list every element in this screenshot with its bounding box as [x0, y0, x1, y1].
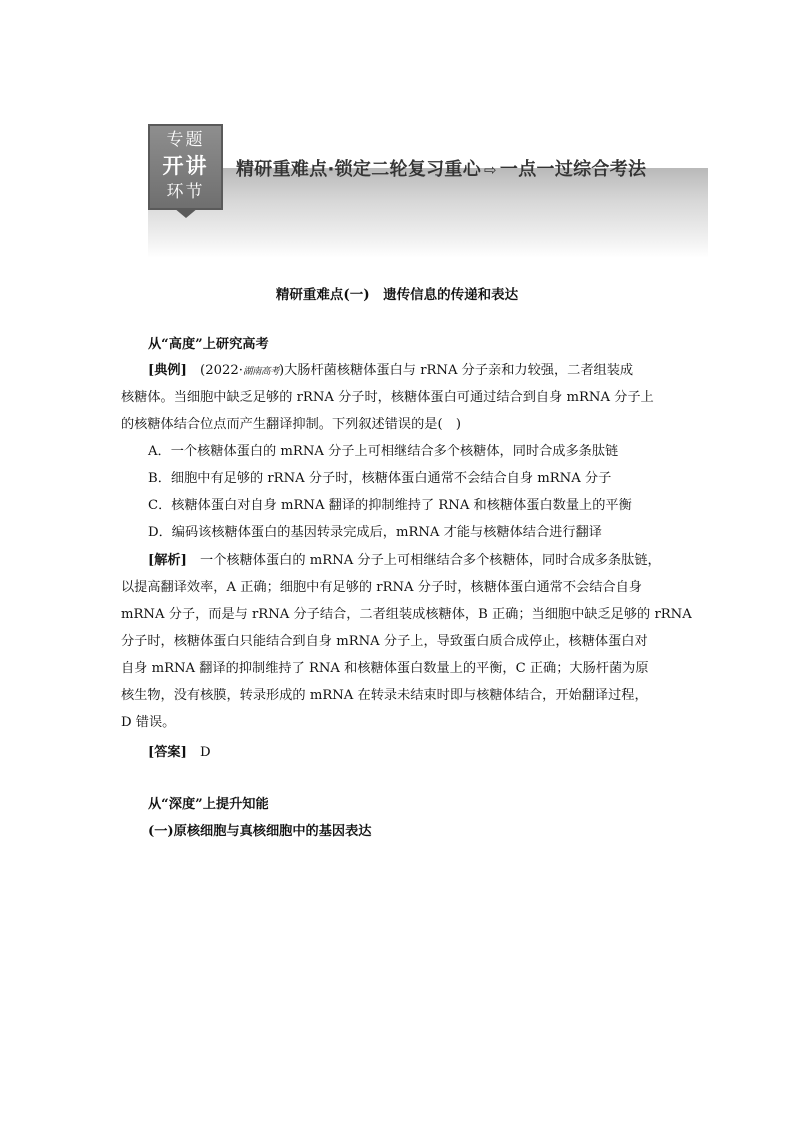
example-line-1 [148, 357, 677, 385]
answer-line [148, 739, 704, 766]
option-b: B．细胞中有足够的 rRNA 分子时，核糖体蛋白通常不会结合自身 mRNA 分子 [148, 471, 612, 486]
badge-line-1: 专题 [166, 130, 205, 150]
answer-value: D [200, 745, 211, 760]
analysis-line-5: 自身 mRNA 翻译的抑制维持了 RNA 和核糖体蛋白数量上的平衡，C 正确；大肠杆菌为原 [121, 661, 649, 676]
answer-tag: [答案] [148, 745, 187, 760]
option-c: C．核糖体蛋白对自身 mRNA 翻译的抑制维持了 RNA 和核糖体蛋白数量上的平衡 [148, 498, 632, 513]
analysis-line-6: 核生物，没有核膜，转录形成的 mRNA 在转录未结束时即与核糖体结合，开始翻译过程， [121, 688, 648, 703]
banner-title [236, 155, 646, 181]
example-source-close: ) [278, 363, 285, 378]
topic-badge [148, 124, 223, 210]
example-tag: [典例] [148, 363, 187, 378]
badge-line-2: 开讲 [162, 154, 209, 178]
example-line-2: 核糖体。当细胞中缺乏足够的 rRNA 分子时，核糖体蛋白可通过结合到自身 mRNA 分子上 [121, 390, 654, 405]
analysis-line-1 [148, 547, 704, 574]
badge-pointer-icon [174, 208, 198, 218]
section-title: 精研重难点(一) 遗传信息的传递和表达 [275, 287, 519, 303]
right-arrow-icon: ⇨ [484, 161, 497, 179]
analysis-line-1-text: 一个核糖体蛋白的 mRNA 分子上可相继结合多个核糖体，同时合成多条肽链， [200, 553, 661, 568]
analysis-line-2: 以提高翻译效率，A 正确；细胞中有足够的 rRNA 分子时，核糖体蛋白通常不会结合自身 [121, 580, 642, 595]
heading-improve-knowledge: 从“深度”上提升知能 [148, 797, 269, 812]
option-a: A．一个核糖体蛋白的 mRNA 分子上可相继结合多个核糖体，同时合成多条肽链 [148, 444, 619, 459]
example-source-open: (2022· [200, 363, 243, 378]
example-line-3: 的核糖体结合位点而产生翻译抑制。下列叙述错误的是( ) [121, 417, 461, 432]
banner-title-part1: 精研重难点·锁定二轮复习重心 [236, 159, 482, 180]
example-line-1-text: 大肠杆菌核糖体蛋白与 rRNA 分子亲和力较强，二者组装成 [284, 363, 634, 378]
banner-title-part2: 一点一过综合考法 [499, 159, 647, 180]
analysis-tag: [解析] [148, 553, 187, 568]
option-d: D．编码该核糖体蛋白的基因转录完成后，mRNA 才能与核糖体结合进行翻译 [148, 525, 602, 540]
analysis-line-3: mRNA 分子，而是与 rRNA 分子结合，二者组装成核糖体，B 正确；当细胞中缺乏足够的 rRNA [121, 607, 692, 622]
analysis-line-4: 分子时，核糖体蛋白只能结合到自身 mRNA 分子上，导致蛋白质合成停止，核糖体蛋白对 [121, 634, 648, 649]
heading-research-exam: 从“高度”上研究高考 [148, 337, 269, 352]
subheading-gene-expression: (一)原核细胞与真核细胞中的基因表达 [148, 824, 372, 839]
badge-line-3: 环节 [166, 182, 205, 202]
example-source-name: 湖南高考 [242, 366, 279, 377]
header-banner [148, 168, 708, 258]
analysis-line-7: D 错误。 [121, 715, 176, 730]
